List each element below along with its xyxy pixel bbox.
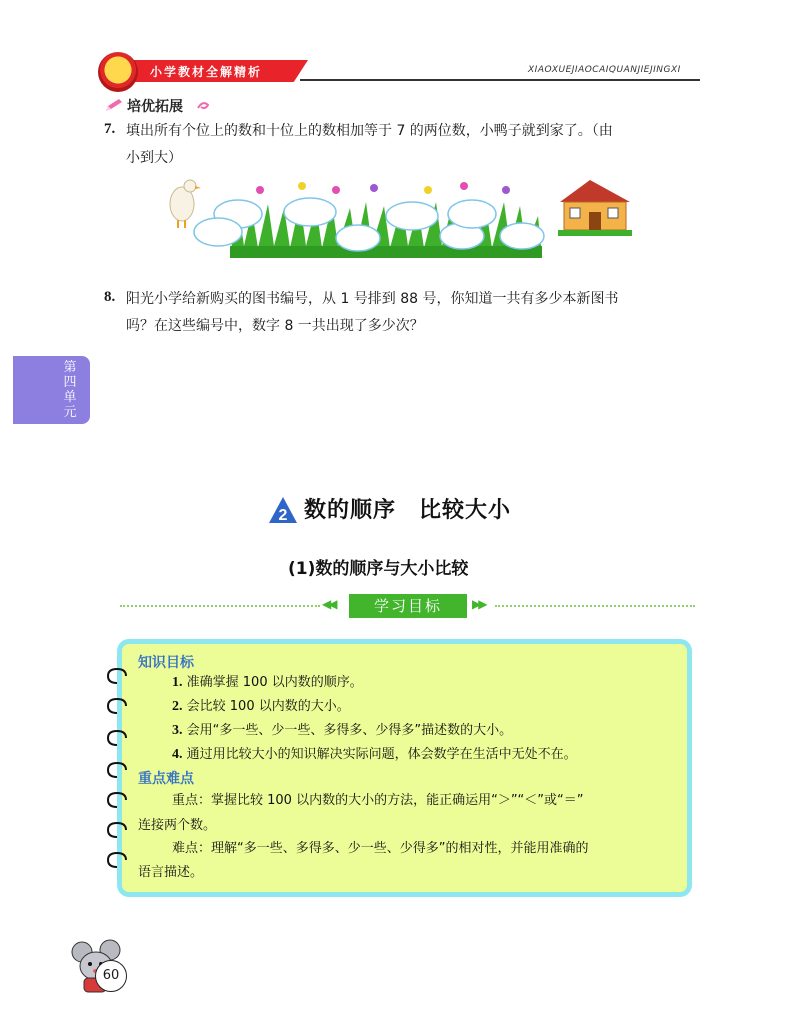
lesson-subtitle: (1)数的顺序与大小比较 — [288, 559, 469, 579]
binder-ring-icon — [106, 822, 128, 838]
pencil-icon — [104, 97, 126, 113]
answer-cloud — [194, 218, 242, 246]
dotted-divider — [495, 605, 695, 607]
goal-text: 通过用比较大小的知识解决实际问题，体会数学在生活中无处不在。 — [186, 747, 577, 762]
problem-number: 7. — [104, 121, 116, 137]
goal-text: 准确掌握 100 以内数的顺序。 — [186, 675, 363, 690]
goal-item — [172, 720, 512, 742]
knowledge-goals-heading: 知识目标 — [138, 655, 194, 671]
answer-cloud — [386, 202, 438, 230]
problem-text-line: 填出所有个位上的数和十位上的数相加等于 7 的两位数，小鸭子就到家了。（由 — [126, 123, 613, 139]
key-point-line: 重点：掌握比较 100 以内数的大小的方法，能正确运用“＞”“＜”或“＝” — [172, 793, 584, 808]
section-tag: 培优拓展 — [127, 99, 183, 115]
problem-number: 8. — [104, 289, 116, 305]
goal-item — [172, 696, 350, 718]
key-point-line: 连接两个数。 — [138, 818, 217, 833]
binder-ring-icon — [106, 852, 128, 868]
answer-cloud — [284, 198, 336, 226]
key-points-heading: 重点难点 — [138, 771, 194, 787]
arrow-left-icon: ◀◀ — [322, 597, 335, 611]
swirl-icon — [196, 98, 210, 112]
goal-text: 会比较 100 以内数的大小。 — [186, 699, 350, 714]
answer-cloud — [500, 223, 544, 249]
goal-number: 4. — [172, 747, 183, 762]
duck-path-illustration — [160, 176, 638, 276]
arrow-right-icon: ▶▶ — [472, 597, 485, 611]
binder-ring-icon — [106, 730, 128, 746]
binder-ring-icon — [106, 792, 128, 808]
problem-text-line: 小到大） — [126, 150, 182, 166]
problem-text-line: 阳光小学给新购买的图书编号，从 1 号排到 88 号，你知道一共有多少本新图书 — [126, 291, 619, 307]
goal-item — [172, 744, 577, 766]
binder-ring-icon — [106, 762, 128, 778]
series-logo-icon — [98, 52, 138, 92]
goal-number: 2. — [172, 699, 183, 714]
dotted-divider — [120, 605, 320, 607]
binder-ring-icon — [106, 668, 128, 684]
problem-text-line: 吗？在这些编号中，数字 8 一共出现了多少次？ — [126, 318, 424, 334]
binder-ring-icon — [106, 698, 128, 714]
difficulty-line: 语言描述。 — [138, 865, 204, 880]
answer-cloud — [336, 225, 380, 251]
goal-item — [172, 672, 363, 694]
series-title: 小学教材全解精析 — [150, 65, 263, 79]
goal-text: 会用“多一些、少一些、多得多、少得多”描述数的大小。 — [186, 723, 513, 738]
header-rule — [300, 79, 700, 81]
lesson-number: 2 — [278, 507, 288, 524]
difficulty-line: 难点：理解“多一些、多得多、少一些、少得多”的相对性，并能用准确的 — [172, 841, 589, 856]
lesson-number-badge — [268, 496, 298, 524]
lesson-title: 数的顺序 比较大小 — [304, 498, 512, 523]
goal-number: 1. — [172, 675, 183, 690]
unit-side-tab-label: 第 四 单 元 — [63, 360, 77, 420]
learning-goals-label: 学习目标 — [349, 594, 467, 618]
duck-icon — [170, 180, 201, 228]
series-pinyin: XIAOXUEJIAOCAIQUANJIEJINGXI — [528, 65, 681, 75]
goal-number: 3. — [172, 723, 183, 738]
page-number: 60 — [95, 960, 127, 992]
answer-cloud — [448, 200, 496, 228]
house-icon — [558, 180, 632, 236]
